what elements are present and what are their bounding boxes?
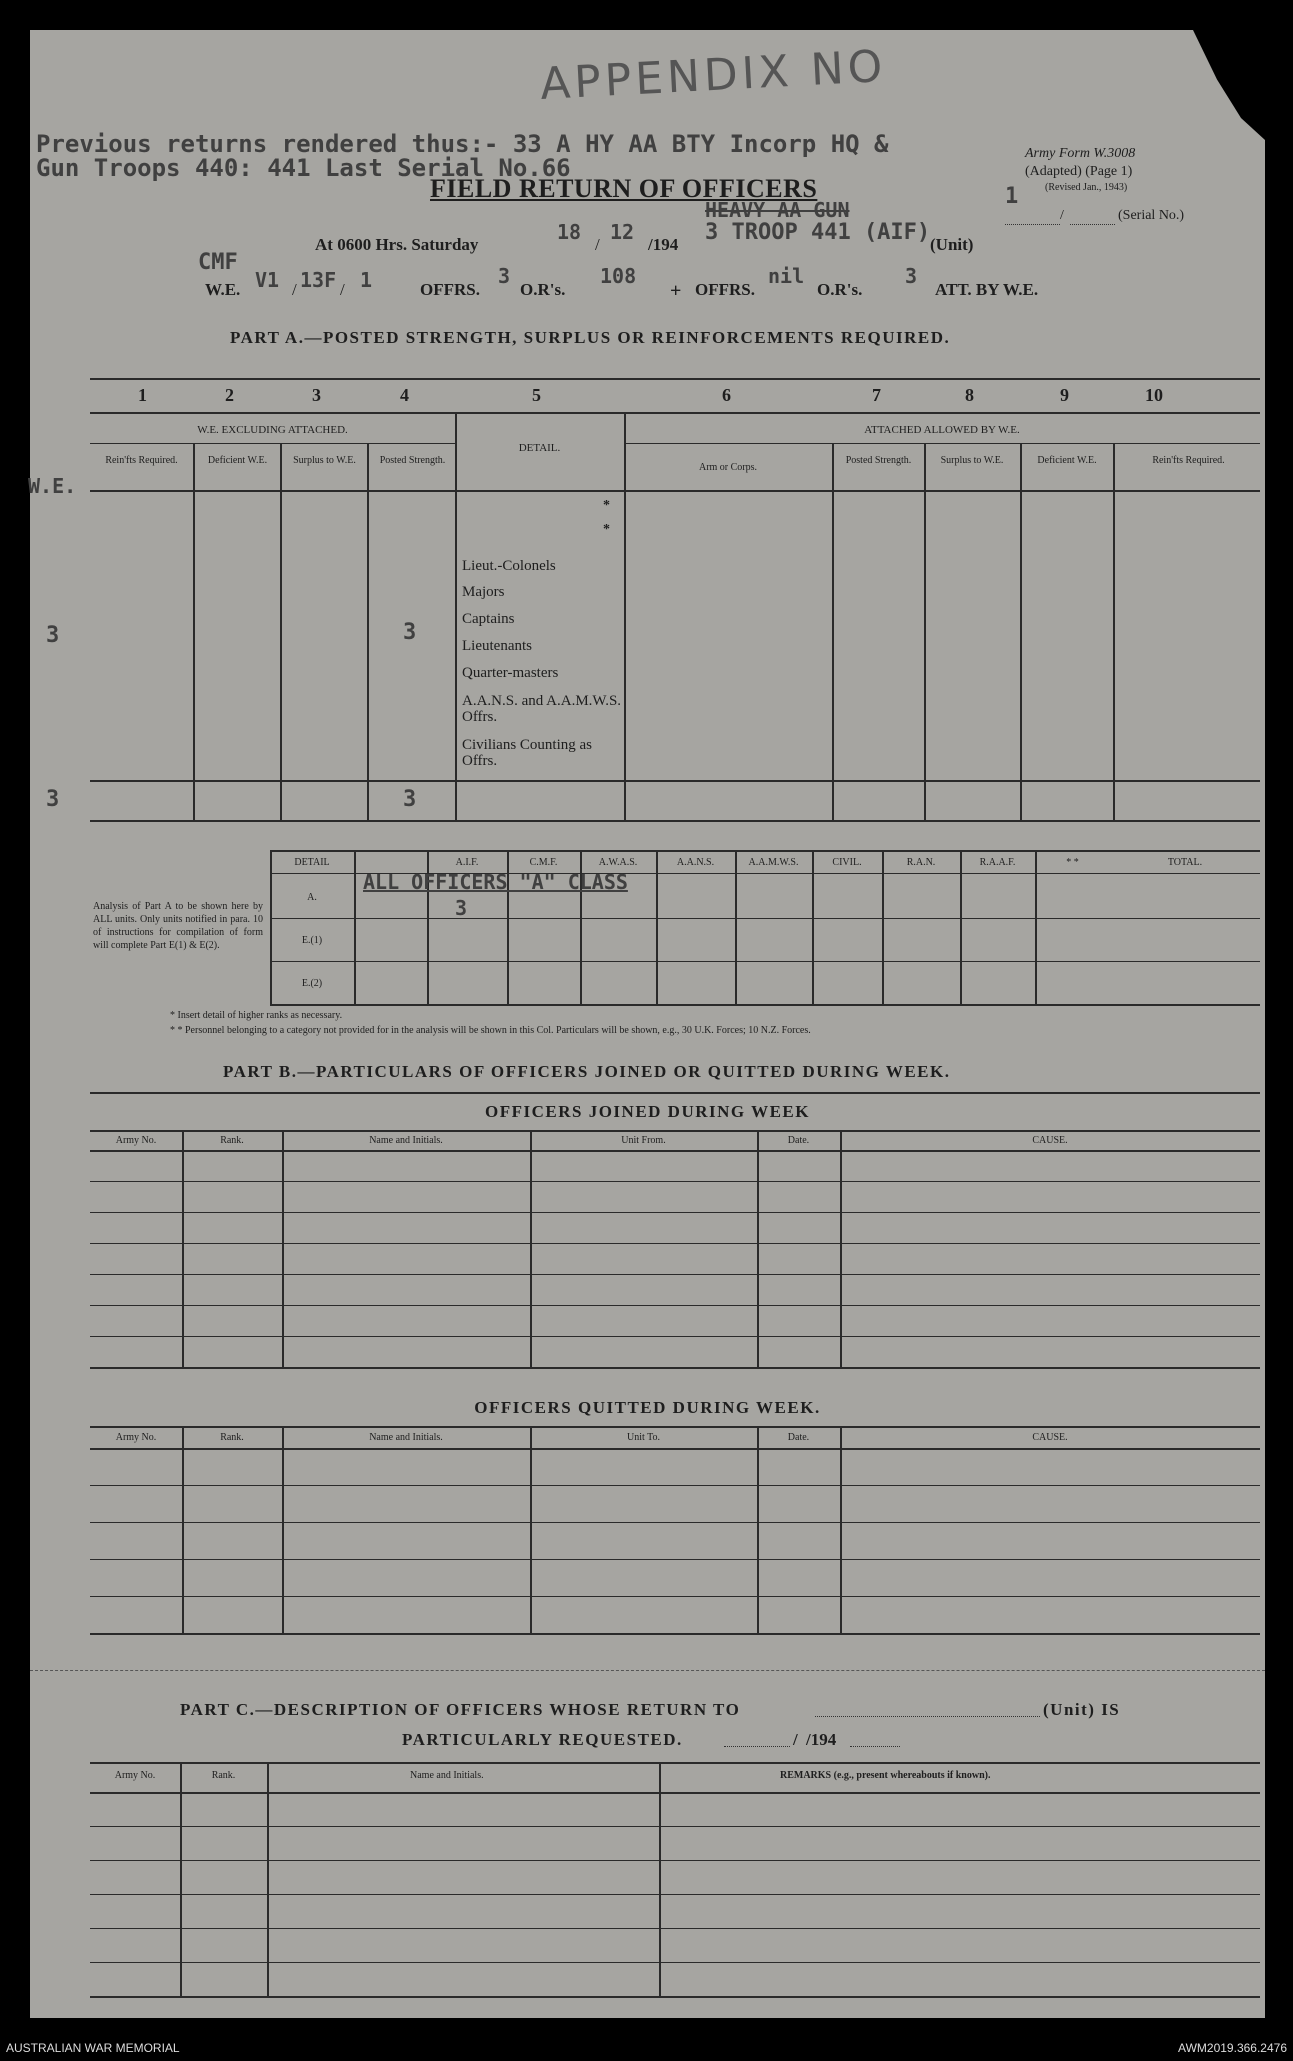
col-number-9: 9 <box>1060 385 1069 405</box>
at-hours-label: At 0600 Hrs. Saturday <box>315 235 479 254</box>
analysis-hdr-cmf: C.M.F. <box>529 857 558 868</box>
col-number-4: 4 <box>400 385 409 405</box>
ors2-value: 3 <box>905 264 918 288</box>
analysis-hdr-ran: R.A.N. <box>906 857 936 868</box>
part-b-title: PART B.—PARTICULARS OF OFFICERS JOINED OR QUITTED DURING WEEK. <box>223 1062 951 1081</box>
analysis-row-a: A. <box>307 892 317 903</box>
serial-blank-2 <box>1070 208 1115 225</box>
we-value-1: V1 <box>255 268 280 292</box>
part-c-unit-blank <box>815 1716 1040 1717</box>
rank-aans-aamws: A.A.N.S. and A.A.M.W.S. Offrs. <box>462 693 622 725</box>
quitted-hdr-rank: Rank. <box>220 1432 244 1443</box>
part-c-year: /194 <box>806 1730 837 1749</box>
hdr-arm-or-corps: Arm or Corps. <box>698 462 758 473</box>
analysis-hdr-civil: CIVIL. <box>832 857 862 868</box>
col-number-5: 5 <box>532 385 541 405</box>
hdr-reinfts-required-left: Rein'fts Required. <box>105 455 178 466</box>
analysis-hdr-other: * * <box>1066 857 1079 868</box>
col-number-2: 2 <box>225 385 234 405</box>
rank-civilians: Civilians Counting as Offrs. <box>462 737 593 769</box>
serial-label: (Serial No.) <box>1118 208 1185 223</box>
quitted-title: OFFICERS QUITTED DURING WEEK. <box>474 1398 821 1417</box>
star-marker-1: * <box>603 498 610 513</box>
offrs2-value: nil <box>768 264 805 288</box>
hdr-surplus-left: Surplus to W.E. <box>293 455 356 466</box>
army-form-number: Army Form W.3008 <box>1025 146 1136 161</box>
plus-sign: + <box>670 280 682 302</box>
col-number-8: 8 <box>965 385 974 405</box>
unit-typed-line2: 3 TROOP 441 (AIF) <box>705 220 931 245</box>
unit-typed-line1: HEAVY AA GUN <box>705 198 850 222</box>
analysis-row-e2: E.(2) <box>301 978 323 989</box>
part-c-title-prefix: PART C.—DESCRIPTION OF OFFICERS WHOSE RETURN TO <box>180 1700 741 1719</box>
part-c-date-blank-2 <box>850 1746 900 1747</box>
footnote-1: * Insert detail of higher ranks as necessary. <box>170 1010 343 1021</box>
handwritten-appendix-note: APPENDIX NO <box>538 40 888 111</box>
typed-total-we: 3 <box>46 787 60 812</box>
part-c-date-blank-1 <box>724 1746 790 1747</box>
col-number-1: 1 <box>138 385 147 405</box>
analysis-hdr-raaf: R.A.A.F. <box>979 857 1016 868</box>
analysis-hdr-total: TOTAL. <box>1167 857 1203 868</box>
ors-value: 108 <box>600 264 637 288</box>
ors2-label: O.R's. <box>817 280 863 299</box>
quitted-hdr-date: Date. <box>787 1432 810 1443</box>
hdr-reinfts-required-right: Rein'fts Required. <box>1152 455 1225 466</box>
hdr-posted-strength-right: Posted Strength. <box>845 455 912 466</box>
serial-blank-1 <box>1005 208 1060 225</box>
offrs-label: OFFRS. <box>420 280 480 299</box>
part-a-title: PART A.—POSTED STRENGTH, SURPLUS OR REINFORCEMENTS REQUIRED. <box>230 328 951 347</box>
analysis-hdr-aamws: A.A.M.W.S. <box>748 857 799 868</box>
footnote-2: * * Personnel belonging to a category not provided for in the analysis will be shown in this Col. Particulars will be shown, e.g., 30 U.K. Forces; 10 N.Z. Forces. <box>170 1025 811 1036</box>
cmf-typed: CMF <box>198 250 238 275</box>
date-month: 12 <box>610 220 635 244</box>
form-adapted: (Adapted) (Page 1) <box>1025 164 1133 179</box>
analysis-hdr-detail: DETAIL <box>294 857 330 868</box>
previous-returns-line1: Previous returns rendered thus:- 33 A HY AA BTY Incorp HQ & <box>36 130 889 158</box>
quitted-hdr-cause: CAUSE. <box>1032 1432 1068 1443</box>
form-title: FIELD RETURN OF OFFICERS <box>430 174 818 203</box>
analysis-hdr-aif: A.I.F. <box>455 857 479 868</box>
we-value-3: 1 <box>360 268 373 292</box>
offrs2-label: OFFRS. <box>695 280 755 299</box>
hdr-posted-strength-left: Posted Strength. <box>379 455 446 466</box>
att-by-we-label: ATT. BY W.E. <box>935 280 1039 299</box>
we-label: W.E. <box>205 280 241 299</box>
analysis-hdr-aans: A.A.N.S. <box>676 857 715 868</box>
rank-lieutenants: Lieutenants <box>462 638 532 654</box>
col-number-7: 7 <box>872 385 881 405</box>
we-value-2: 13F <box>300 268 337 292</box>
ors-label: O.R's. <box>520 280 566 299</box>
part-c-hdr-rank: Rank. <box>211 1770 236 1781</box>
joined-hdr-unit-from: Unit From. <box>621 1135 666 1146</box>
joined-hdr-rank: Rank. <box>220 1135 244 1146</box>
detail-header: DETAIL. <box>518 442 561 454</box>
rank-majors: Majors <box>462 584 505 600</box>
perforation-line <box>30 1670 1265 1671</box>
typed-all-officers-a-class: ALL OFFICERS "A" CLASS <box>363 870 628 894</box>
part-c-hdr-remarks: REMARKS (e.g., present whereabouts if known). <box>780 1770 991 1781</box>
quitted-hdr-unit-to: Unit To. <box>626 1432 660 1443</box>
joined-hdr-cause: CAUSE. <box>1032 1135 1068 1146</box>
footer-right-text: AWM2019.366.2476 <box>1178 2041 1287 2055</box>
rank-captains: Captains <box>462 611 515 627</box>
joined-title: OFFICERS JOINED DURING WEEK <box>485 1102 810 1121</box>
hdr-surplus-right: Surplus to W.E. <box>940 455 1004 466</box>
archive-footer <box>0 2033 1293 2061</box>
col-number-6: 6 <box>722 385 731 405</box>
quitted-hdr-army-no: Army No. <box>115 1432 157 1443</box>
unit-label: (Unit) <box>930 235 974 254</box>
we-margin-label: W.E. <box>28 474 77 498</box>
form-revised: (Revised Jan., 1943) <box>1045 182 1128 193</box>
we-excluding-attached-header: W.E. EXCLUDING ATTACHED. <box>197 424 348 436</box>
part-c-hdr-army-no: Army No. <box>114 1770 156 1781</box>
joined-hdr-army-no: Army No. <box>115 1135 157 1146</box>
date-year: /194 <box>648 235 679 254</box>
hdr-deficient-left: Deficient W.E. <box>207 455 268 466</box>
date-day: 18 <box>557 220 582 244</box>
hdr-deficient-right: Deficient W.E. <box>1037 455 1097 466</box>
serial-value: 1 <box>1005 184 1019 209</box>
rank-quarter-masters: Quarter-masters <box>462 665 559 681</box>
joined-hdr-date: Date. <box>787 1135 810 1146</box>
typed-total-posted: 3 <box>403 787 417 812</box>
typed-posted-captains: 3 <box>403 620 417 645</box>
part-c-title-line2: PARTICULARLY REQUESTED. <box>402 1730 683 1749</box>
torn-corner <box>1185 30 1265 140</box>
attached-allowed-header: ATTACHED ALLOWED BY W.E. <box>864 424 1020 436</box>
analysis-hdr-awas: A.W.A.S. <box>598 857 638 868</box>
part-c-hdr-name: Name and Initials. <box>410 1770 484 1781</box>
col-number-3: 3 <box>312 385 321 405</box>
previous-returns-line2: Gun Troops 440: 441 Last Serial No.66 <box>36 154 571 182</box>
footer-left-text: AUSTRALIAN WAR MEMORIAL <box>6 2041 180 2055</box>
rank-lieut-colonels: Lieut.-Colonels <box>462 558 556 574</box>
star-marker-2: * <box>603 522 610 537</box>
analysis-note: Analysis of Part A to be shown here by ALL units. Only units notified in para. 10 of instructions for compilation of form will complete Part E(1) & E(2). <box>93 901 263 951</box>
quitted-hdr-name: Name and Initials. <box>369 1432 443 1443</box>
part-c-title-unit: (Unit) IS <box>1043 1700 1121 1719</box>
typed-aif-count: 3 <box>455 896 468 920</box>
typed-we-captains: 3 <box>46 623 60 648</box>
joined-hdr-name: Name and Initials. <box>369 1135 443 1146</box>
offrs-value: 3 <box>498 264 511 288</box>
analysis-row-e1: E.(1) <box>301 935 323 946</box>
col-number-10: 10 <box>1145 385 1163 405</box>
form-sheet: APPENDIX NO Previous returns rendered thus:- 33 A HY AA BTY Incorp HQ & Gun Troops 440: 441 Last Serial No.66 Army Form W.3008 (Adapted) (Page 1) (Revised Jan., 1943) 1 / (Serial No.) FIELD RETURN OF OFFICERS HEAVY AA GUN 3 TROOP 441 (AIF) At 0600 Hrs. Saturday 18 / 12 /194 (Unit) CMF W.E. V1 / 13F / 1 OFFRS. 3 O.R's. 108 + OFFRS. nil O.R's. 3 ATT. BY W.E. PART A.—POSTED STRENGTH, SURPLUS OR REINFORCEMENTS REQUIRED. 1 2 3 4 5 6 7 8 9 10 W.E. EXCLUDING ATTACHED. DETAIL. ATTACHED ALLOWED BY W.E. Rein'fts Required. Deficient W.E. Surplus to W.E. Posted Strength. Arm or Corps. Posted Strength. Surplus to W.E. Deficient W.E. Rein'fts Required. W.E. * * Lieut.-Colonels Majors Captains Lieutenants Quarter-masters A.A.N.S. and A.A.M.W.S. Offrs. Civilians Counting as Offrs. 3 3 3 3 DETAIL A.I.F. C.M.F. A.W.A.S. A.A.N.S. A.A.M.W.S. CIVIL. R.A.N. R.A.A.F. * * TOTAL. A. E.(1) E.(2) Analysis of Part A to be shown here by ALL units. Only units notified in para. 10 of instructions for compilation of form will complete Part E(1) & E(2). ALL OFFICERS "A" CLASS 3 * Insert detail of higher ranks as necessary. * * Personnel belonging to a category not provided for in the analysis will be shown in this Col. Particulars will be shown, e.g., 30 U.K. Forces; 10 N.Z. Forces. PART B.—PARTICULARS OF OFFICERS JOINED OR QUITTED DURING WEEK. OFFICERS JOINED DURING WEEK Army No. Rank. Name and Initials. Unit From. Date. CAUSE. OFFICERS QUITTED DURING WEEK. Army No. Rank. Name and Initials. Unit To. Date. CAUSE. PART C.—DESCRIPTION OF OFFICERS WHOSE RETURN TO (Unit) IS PARTICULARLY REQUESTED. / /194 Army No. Rank. Name and Initials. REMARKS (e.g., present whereabouts if known). <box>30 30 1265 2018</box>
